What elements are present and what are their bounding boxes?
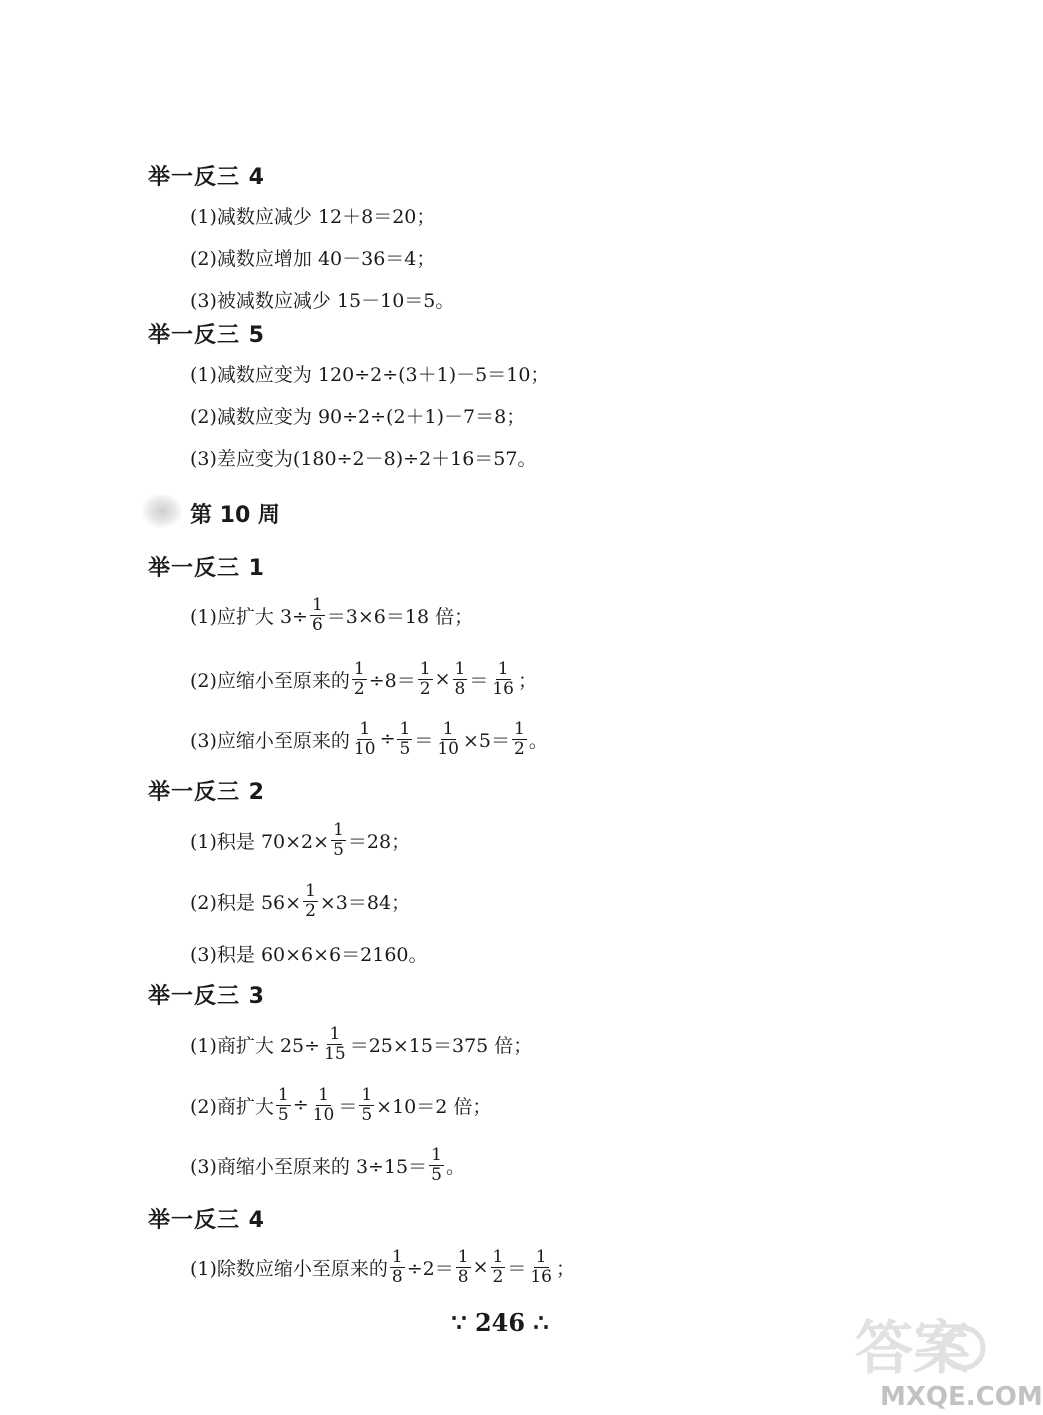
section-heading: 举一反三 1 (148, 556, 265, 581)
fraction: $\frac{1}{16}$ (492, 658, 514, 699)
week-marker-decoration (142, 494, 182, 528)
answer-line: (3)差应变为(180÷2－8)÷2＋16＝57。 (190, 447, 537, 470)
fraction: $\frac{1}{8}$ (391, 1246, 403, 1287)
fraction: $\frac{1}{5}$ (361, 1084, 373, 1125)
fraction: $\frac{1}{16}$ (530, 1246, 552, 1287)
fraction: $\frac{1}{5}$ (431, 1144, 442, 1185)
answer-line: (2)积是 56× $\frac{1}{2}$ ×3＝84； (190, 880, 411, 921)
answer-line: (2)减数应变为 90÷2÷(2＋1)－7＝8； (190, 405, 526, 428)
fraction: $\frac{1}{2}$ (513, 718, 525, 759)
fraction: $\frac{1}{2}$ (305, 880, 316, 921)
fraction: $\frac{1}{2}$ (492, 1246, 504, 1287)
answer-line: (2)应缩小至原来的 $\frac{1}{2}$ ÷8＝ $\frac{1}{2}$ × $\frac{1}{8}$ ＝ $\frac{1}{16}$ ； (190, 658, 538, 699)
answer-line: (1)减数应减少 12＋8＝20； (190, 205, 436, 228)
answer-line: (3)应缩小至原来的 $\frac{1}{10}$ ÷ $\frac{1}{5}$ ＝ $\frac{1}{10}$ ×5＝ $\frac{1}{2}$ 。 (190, 718, 548, 759)
svg-text:答案: 答案 (855, 1314, 972, 1382)
section-heading: 举一反三 5 (148, 323, 265, 348)
fraction: $\frac{1}{5}$ (399, 718, 411, 759)
week-title: 第 10 周 (190, 503, 280, 528)
answer-line: (3)积是 60×6×6＝2160。 (190, 943, 428, 966)
answer-line: (3)商缩小至原来的 3÷15＝ $\frac{1}{5}$ 。 (190, 1144, 465, 1185)
section-heading: 举一反三 4 (148, 1208, 265, 1233)
fraction: $\frac{1}{8}$ (457, 1246, 469, 1287)
page-number: ∵ 246 ∴ (451, 1308, 549, 1337)
fraction: $\frac{1}{10}$ (353, 718, 376, 759)
section-heading: 举一反三 3 (148, 984, 265, 1009)
answer-line: (2)减数应增加 40－36＝4； (190, 247, 436, 270)
fraction: $\frac{1}{15}$ (324, 1023, 346, 1064)
fraction: $\frac{1}{5}$ (277, 1084, 289, 1125)
section-heading: 举一反三 4 (148, 165, 265, 190)
watermark-text: MXQE.COM (880, 1382, 1043, 1412)
fraction: $\frac{1}{2}$ (353, 658, 365, 699)
answer-line: (1)除数应缩小至原来的 $\frac{1}{8}$ ÷2＝ $\frac{1}{8}$ × $\frac{1}{2}$ ＝ $\frac{1}{16}$ ； (190, 1246, 576, 1287)
section-heading: 举一反三 2 (148, 780, 265, 805)
fraction: $\frac{1}{10}$ (312, 1084, 335, 1125)
fraction: $\frac{1}{8}$ (454, 658, 466, 699)
fraction: $\frac{1}{6}$ (311, 594, 323, 635)
fraction: $\frac{1}{2}$ (419, 658, 431, 699)
answer-line: (2)商扩大 $\frac{1}{5}$ ÷ $\frac{1}{10}$ ＝ $\frac{1}{5}$ ×10＝2 倍； (190, 1084, 492, 1125)
answer-line: (1)积是 70×2× $\frac{1}{5}$ ＝28； (190, 819, 411, 860)
answer-line: (1)商扩大 25÷ $\frac{1}{15}$ ＝25×15＝375 倍； (190, 1023, 533, 1064)
fraction: $\frac{1}{10}$ (437, 718, 459, 759)
fraction: $\frac{1}{5}$ (333, 819, 344, 860)
answer-line: (1)应扩大 3÷ $\frac{1}{6}$ ＝3×6＝18 倍； (190, 594, 474, 635)
answer-line: (1)减数应变为 120÷2÷(3＋1)－5＝10； (190, 363, 550, 386)
answer-line: (3)被减数应减少 15－10＝5。 (190, 289, 455, 312)
